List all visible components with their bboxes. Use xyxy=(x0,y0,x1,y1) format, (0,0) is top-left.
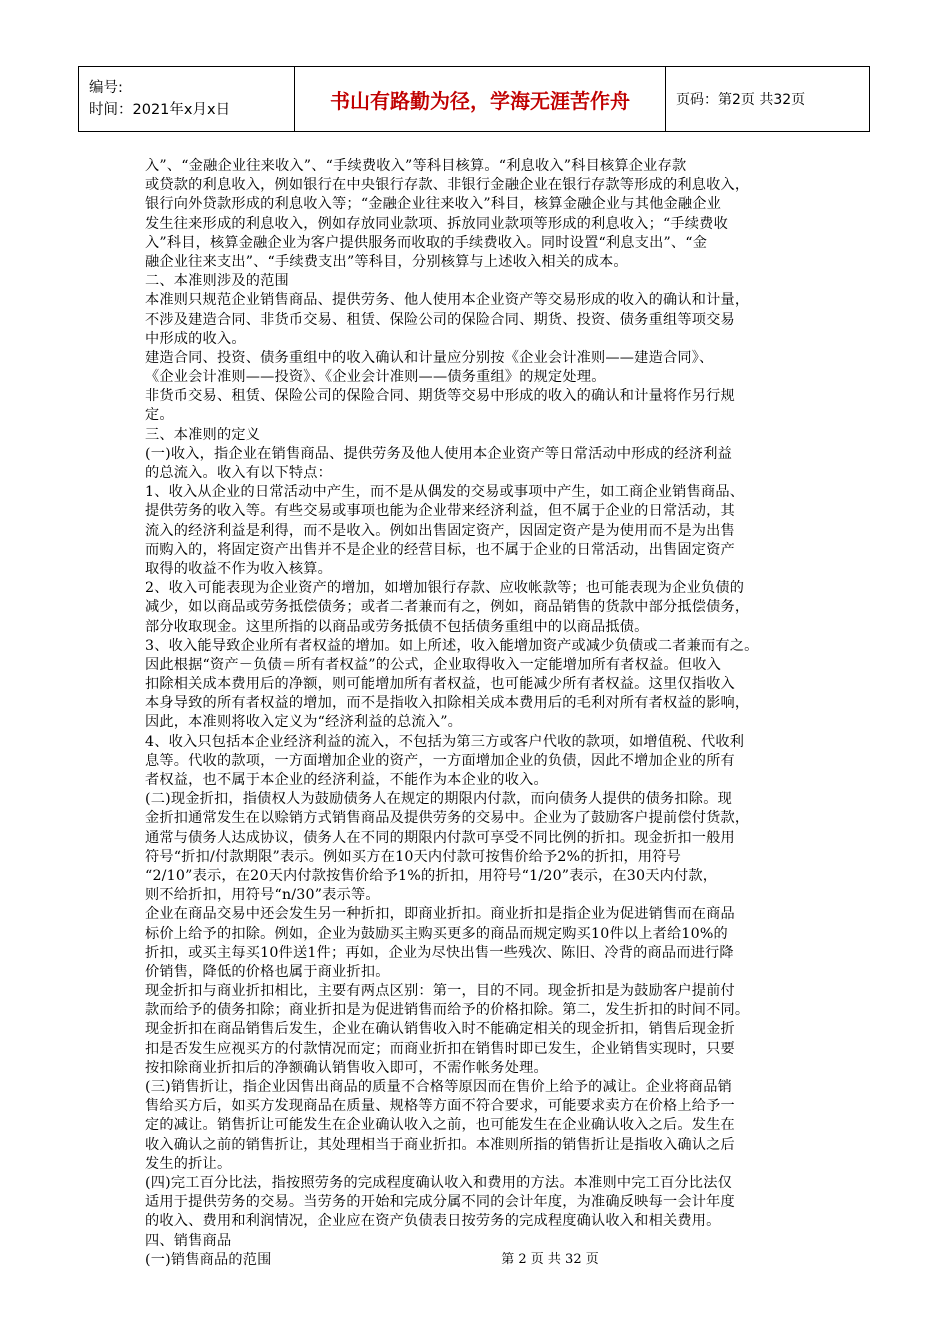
body-text-line: 定的减让。销售折让可能发生在企业确认收入之前，也可能发生在企业确认收入之后。发生在 xyxy=(145,1117,735,1134)
body-text-line: 现金折扣与商业折扣相比，主要有两点区别：第一，目的不同。现金折扣是为鼓励客户提前付 xyxy=(145,983,735,1000)
body-text-line: 的收入、费用和利润情况，企业应在资产负债表日按劳务的完成程度确认收入和相关费用。 xyxy=(145,1213,721,1230)
body-text-line: 二、本准则涉及的范围 xyxy=(145,273,289,290)
body-text-line: 现金折扣在商品销售后发生，企业在确认销售收入时不能确定相关的现金折扣，销售后现金折 xyxy=(145,1021,735,1038)
body-text-line: 息等。代收的款项，一方面增加企业的资产，一方面增加企业的负债，因此不增加企业的所有 xyxy=(145,752,735,769)
body-text-line: 折扣，或买主每买10件送1件；再如，企业为尽快出售一些残次、陈旧、冷背的商品而进行降 xyxy=(145,944,734,961)
body-text-line: 提供劳务的收入等。有些交易或事项也能为企业带来经济利益，但不属于企业的日常活动，其 xyxy=(145,503,735,520)
body-text-line: 部分收取现金。这里所指的以商品或劳务抵债不包括债务重组中的以商品抵债。 xyxy=(145,618,649,635)
body-text-line: 减少，如以商品或劳务抵偿债务；或者二者兼而有之，例如，商品销售的货款中部分抵偿债务， xyxy=(145,599,750,616)
body-text-line: 价销售，降低的价格也属于商业折扣。 xyxy=(145,963,390,980)
header-table xyxy=(78,66,870,132)
body-text-line: 《企业会计准则——投资》、《企业会计准则——债务重组》的规定处理。 xyxy=(145,369,606,386)
body-text-line: 本准则只规范企业销售商品、提供劳务、他人使用本企业资产等交易形成的收入的确认和计量， xyxy=(145,292,750,309)
body-text-line: 入”科目，核算金融企业为客户提供服务而收取的手续费收入。同时设置“利息支出”、“金 xyxy=(145,234,708,251)
header-motto: 书山有路勤为径，学海无涯苦作舟 xyxy=(295,67,666,132)
body-text-line: 款而给予的债务扣除；商业折扣是为促进销售而给予的价格扣除。第二，发生折扣的时间不同。 xyxy=(145,1002,750,1019)
body-text-line: 建造合同、投资、债务重组中的收入确认和计量应分别按《企业会计准则——建造合同》、 xyxy=(145,349,714,366)
page-footer: 第 2 页 共 32 页 xyxy=(501,1252,599,1267)
body-text-line: 或贷款的利息收入，例如银行在中央银行存款、非银行金融企业在银行存款等形成的利息收入， xyxy=(145,177,750,194)
document-number-label: 编号: xyxy=(89,80,123,96)
body-text-line: 定。 xyxy=(145,407,174,424)
body-text-line: 流入的经济利益是利得，而不是收入。例如出售固定资产，因固定资产是为使用而不是为出售 xyxy=(145,522,735,539)
body-text-line: 银行向外贷款形成的利息收入等；“金融企业往来收入”科目，核算金融企业与其他金融企业 xyxy=(145,196,722,213)
body-text-line: 发生往来形成的利息收入，例如存放同业款项、拆放同业款项等形成的利息收入；“手续费收 xyxy=(145,215,728,232)
body-text-line: 1、收入从企业的日常活动中产生，而不是从偶发的交易或事项中产生，如工商企业销售商品、 xyxy=(145,484,745,501)
body-text-line: 因此，本准则将收入定义为“经济利益的总流入”。 xyxy=(145,714,463,731)
body-text-line: 企业在商品交易中还会发生另一种折扣，即商业折扣。商业折扣是指企业为促进销售而在商品 xyxy=(145,906,735,923)
body-text-line: 中形成的收入。 xyxy=(145,330,246,347)
body-text-line: 符号“折扣/付款期限”表示。例如买方在10天内付款可按售价给予2%的折扣，用符号 xyxy=(145,848,682,865)
body-text-line: 标价上给予的扣除。例如，企业为鼓励买主购买更多的商品而规定购买10件以上者给10%的 xyxy=(145,925,728,942)
body-text-line: 不涉及建造合同、非货币交易、租赁、保险公司的保险合同、期货、投资、债务重组等项交易 xyxy=(145,311,735,328)
header-meta xyxy=(79,67,295,132)
body-text-line: 三、本准则的定义 xyxy=(145,426,261,443)
body-text-line: 的总流入。收入有以下特点： xyxy=(145,465,333,481)
body-text-line: (一)收入，指企业在销售商品、提供劳务及他人使用本企业资产等日常活动中形成的经济利益 xyxy=(145,445,732,462)
body-text-line: 通常与债务人达成协议，债务人在不同的期限内付款可享受不同比例的折扣。现金折扣一般用 xyxy=(145,829,735,846)
body-text-line: 适用于提供劳务的交易。当劳务的开始和完成分属不同的会计年度，为准确反映每一会计年度 xyxy=(145,1194,735,1211)
body-text-line: 2、收入可能表现为企业资产的增加，如增加银行存款、应收帐款等；也可能表现为企业负债的 xyxy=(145,580,745,597)
document-body xyxy=(145,157,810,1270)
body-text-line: (一)销售商品的范围 xyxy=(145,1251,272,1268)
body-text-line: (三)销售折让，指企业因售出商品的质量不合格等原因而在售价上给予的减让。企业将商品销 xyxy=(145,1079,732,1095)
body-text-line: 而购入的，将固定资产出售并不是企业的经营目标，也不属于企业的日常活动，出售固定资产 xyxy=(145,541,735,558)
body-text-line: 金折扣通常发生在以赊销方式销售商品及提供劳务的交易中。企业为了鼓励客户提前偿付货款， xyxy=(145,810,750,827)
body-text-line: 则不给折扣，用符号“n/30”表示等。 xyxy=(145,887,380,904)
body-text-line: 因此根据“资产－负债＝所有者权益”的公式，企业取得收入一定能增加所有者权益。但收入 xyxy=(145,656,722,673)
body-text-line: 售给买方后，如买方发现商品在质量、规格等方面不符合要求，可能要求卖方在价格上给予一 xyxy=(145,1098,735,1115)
body-text-line: 者权益，也不属于本企业的经济利益，不能作为本企业的收入。 xyxy=(145,772,548,788)
body-text-line: 非货币交易、租赁、保险公司的保险合同、期货等交易中形成的收入的确认和计量将作另行规 xyxy=(145,388,735,405)
document-time-label: 时间：2021年x月x日 xyxy=(89,102,231,118)
body-text-line: 3、收入能导致企业所有者权益的增加。如上所述，收入能增加资产或减少负债或二者兼而有之。 xyxy=(145,637,759,654)
body-text-line: 扣是否发生应视买方的付款情况而定；而商业折扣在销售时即已发生，企业销售实现时，只要 xyxy=(145,1040,735,1057)
header-page-info: 页码：第2页 共32页 xyxy=(666,67,870,132)
body-text-line: 本身导致的所有者权益的增加，而不是指收入扣除相关成本费用后的毛利对所有者权益的影响， xyxy=(145,695,750,712)
body-text-line: (二)现金折扣，指债权人为鼓励债务人在规定的期限内付款，而向债务人提供的债务扣除。现 xyxy=(145,791,732,808)
body-text-line: 按扣除商业折扣后的净额确认销售收入即可，不需作帐务处理。 xyxy=(145,1059,548,1076)
body-text-line: 发生的折让。 xyxy=(145,1155,232,1172)
body-text-line: 扣除相关成本费用后的净额，则可能增加所有者权益，也可能减少所有者权益。这里仅指收入 xyxy=(145,676,735,693)
body-text-line: (四)完工百分比法，指按照劳务的完成程度确认收入和费用的方法。本准则中完工百分比法仅 xyxy=(145,1174,732,1191)
body-text-line: 四、销售商品 xyxy=(145,1232,232,1249)
body-text-line: 入”、“金融企业往来收入”、“手续费收入”等科目核算。“利息收入”科目核算企业存款 xyxy=(145,158,687,174)
body-text-line: “2/10”表示，在20天内付款按售价给予1%的折扣，用符号“1/20”表示，在30天内付款， xyxy=(145,867,718,884)
body-text-line: 融企业往来支出”、“手续费支出”等科目，分别核算与上述收入相关的成本。 xyxy=(145,253,628,270)
body-text-line: 取得的收益不作为收入核算。 xyxy=(145,560,333,577)
body-text-line: 4、收入只包括本企业经济利益的流入，不包括为第三方或客户代收的款项，如增值税、代收利 xyxy=(145,733,745,750)
body-text-line: 收入确认之前的销售折让，其处理相当于商业折扣。本准则所指的销售折让是指收入确认之后 xyxy=(145,1136,735,1153)
